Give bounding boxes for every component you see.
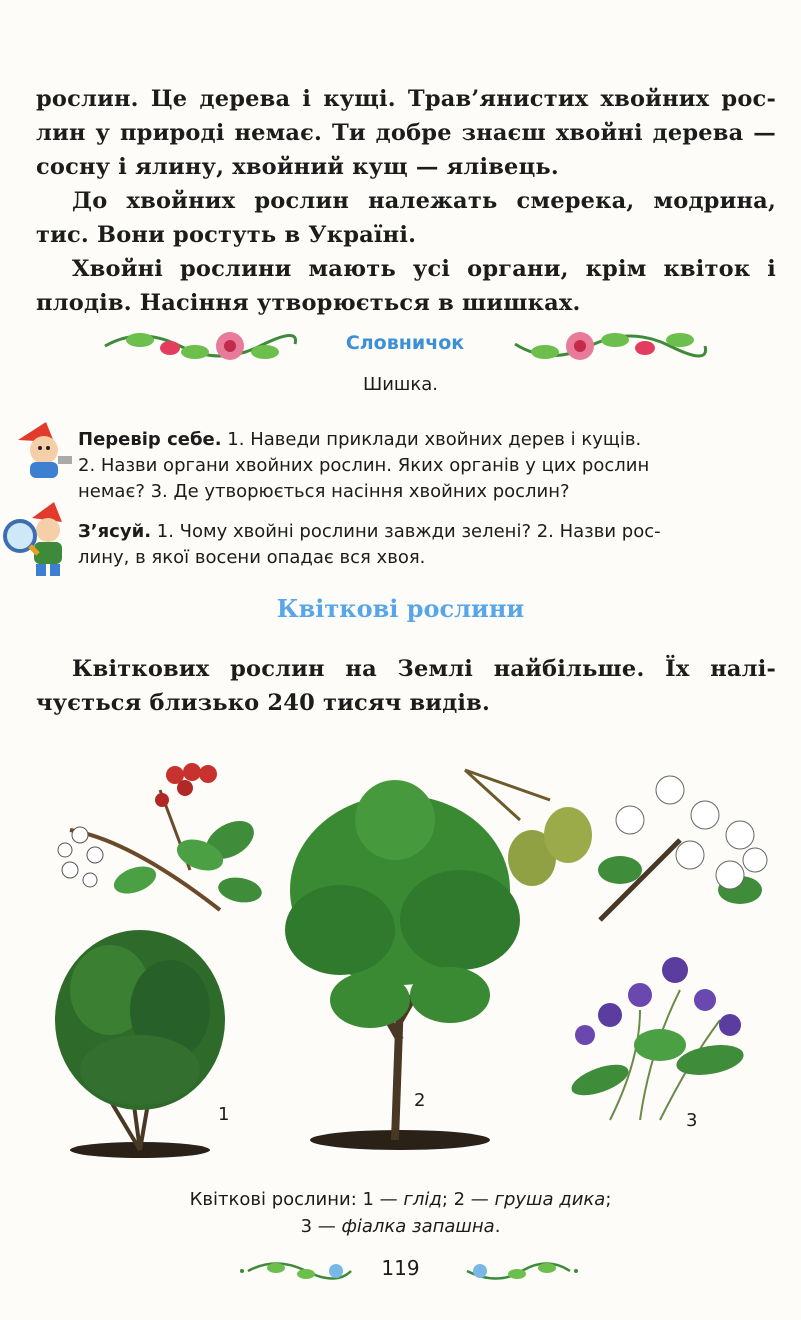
- check-question: 1. Наведи приклади хвойних дерев і кущів.: [221, 429, 642, 450]
- find-label: З’ясуй.: [78, 521, 152, 542]
- conifers-line: тис. Вони ростуть в Україні.: [36, 222, 417, 248]
- organs-text: плодів. Насіння утворюється в: [36, 290, 462, 316]
- caption-wild-pear: груша дика: [494, 1189, 606, 1210]
- caption-hawthorn: глід: [403, 1189, 442, 1210]
- caption-line-1: [0, 1186, 801, 1213]
- caption-text: Квіткові рослини: 1 —: [189, 1189, 404, 1210]
- flowering-paragraph: [36, 652, 776, 720]
- flowering-line: чується близько 240 тисяч видів.: [36, 690, 491, 716]
- find-line: лину, в якої восени опадає вся хвоя.: [78, 547, 426, 568]
- pear-blossom-icon: [598, 776, 767, 920]
- plant-label-2: 2: [414, 1090, 426, 1111]
- plant-label-1: 1: [218, 1104, 230, 1125]
- cones-term: шишках.: [462, 290, 581, 316]
- glossary-header: [100, 326, 710, 366]
- intro-line: сосну і ялину, хвойний кущ — ялівець.: [36, 154, 559, 180]
- find-line: [78, 519, 778, 545]
- check-label: Перевір себе.: [78, 429, 222, 450]
- intro-line: лин у природі немає. Ти добре знаєш хвойні дерева —: [36, 120, 776, 146]
- page-footer: [0, 1252, 801, 1288]
- check-yourself-block: [78, 427, 778, 505]
- floral-ornament-right-icon: [510, 326, 710, 366]
- figure-caption: [0, 1186, 801, 1240]
- check-line: немає? 3. Де утворюється насіння хвойних рослин?: [78, 481, 570, 502]
- caption-text: ; 2 —: [441, 1189, 495, 1210]
- caption-line-2: [0, 1213, 801, 1240]
- hawthorn-branch-icon: [58, 763, 264, 910]
- caption-violet: фіалка запашна: [341, 1216, 495, 1237]
- check-line: [78, 427, 778, 453]
- footer-ornament-right-icon: [462, 1256, 582, 1286]
- caption-text: ;: [605, 1189, 612, 1210]
- organs-line: Хвойні рослини мають усі органи, крім квіток і: [72, 256, 776, 282]
- glossary-term: Шишка.: [362, 374, 439, 395]
- caption-text: 3 —: [300, 1216, 342, 1237]
- conifers-line: До хвойних рослин належать смерека, модрина,: [72, 188, 776, 214]
- plant-label-3: 3: [686, 1110, 698, 1131]
- wild-pear-tree-icon: [285, 780, 520, 1150]
- find-out-block: [78, 519, 778, 571]
- hawthorn-bush-icon: [55, 930, 225, 1158]
- violet-plant-icon: [568, 957, 746, 1120]
- flowering-line: Квіткових рослин на Землі найбільше. Їх налі-: [72, 656, 776, 682]
- check-line: 2. Назви органи хвойних рослин. Яких органів у цих рослин: [78, 455, 650, 476]
- gnome-check-icon: [8, 420, 74, 480]
- page-number: 119: [381, 1256, 420, 1280]
- intro-line: рослин. Це дерева і кущі. Трав’янистих хвойних рос-: [36, 86, 776, 112]
- caption-text: .: [494, 1216, 501, 1237]
- intro-paragraph: [36, 82, 776, 184]
- organs-line: [36, 286, 776, 320]
- organs-paragraph: [36, 236, 776, 320]
- section-title: Квіткові рослини: [276, 594, 525, 623]
- gnome-magnifier-icon: [2, 500, 74, 580]
- glossary-title: Словничок: [345, 332, 465, 354]
- flowering-plants-illustration: [40, 760, 780, 1160]
- find-question: 1. Чому хвойні рослини завжди зелені? 2. Назви рос-: [151, 521, 661, 542]
